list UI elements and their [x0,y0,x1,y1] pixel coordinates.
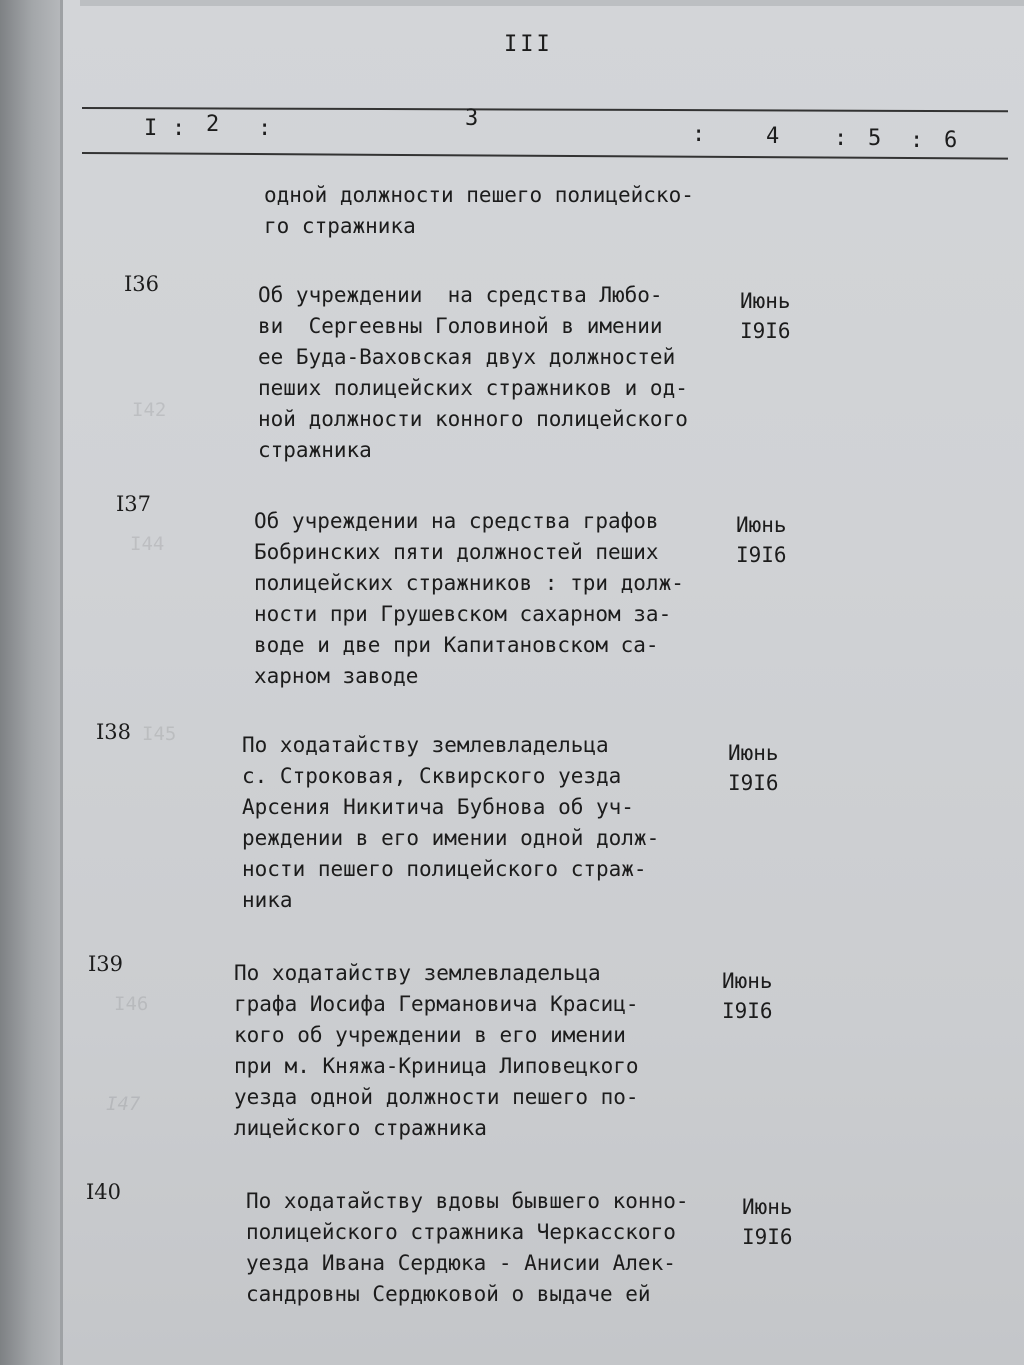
text-line: реждении в его имении одной долж- [242,826,660,850]
text-line: ности при Грушевском сахарном за- [254,602,672,626]
text-line: Об учреждении на средства графов [254,509,659,533]
text-line: ви Сергеевны Головиной в имении [258,314,663,338]
page-edge [60,0,63,1365]
date-month: Июнь [722,969,773,993]
text-line: пеших полицейских стражников и од- [258,376,688,400]
date-year: I9I6 [728,771,779,795]
entry-title [258,280,688,466]
text-line: харном заводе [254,664,419,688]
page-number: III [504,32,553,57]
bleed-through-text: I46 [114,993,149,1015]
column-header-3: 3 [465,106,479,131]
text-line: полицейского стражника Черкасского [246,1220,676,1244]
date-month: Июнь [736,513,787,537]
page-top-edge [80,0,1024,6]
text-line: ее Буда-Ваховская двух должностей [258,345,676,369]
text-line: лицейского стражника [234,1116,487,1140]
text-line: Об учреждении на средства Любо- [258,283,663,307]
text-line: ника [242,888,293,912]
text-line: воде и две при Капитановском са- [254,633,659,657]
text-line: полицейских стражников : три долж- [254,571,684,595]
column-header-2: 2 [206,112,220,137]
text-line: уезда одной должности пешего по- [234,1085,639,1109]
date-month: Июнь [740,289,791,313]
date-year: I9I6 [736,543,787,567]
bleed-through-text: I45 [142,723,177,745]
date-month: Июнь [728,741,779,765]
entry-title [242,730,659,916]
date-year: I9I6 [740,319,791,343]
text-line: По ходатайству вдовы бывшего конно- [246,1189,689,1213]
date-year: I9I6 [722,999,773,1023]
entry-date [742,1192,793,1252]
column-header-5: 5 [868,126,882,151]
column-separator: : [172,116,186,141]
text-line: ности пешего полицейского страж- [242,857,647,881]
entry-title [234,958,639,1144]
column-separator: : [910,128,924,153]
column-header-4: 4 [766,124,780,149]
date-month: Июнь [742,1195,793,1219]
text-line: одной должности пешего полицейско- [264,183,694,207]
text-line: Арсения Никитича Бубнова об уч- [242,795,634,819]
column-separator: : [258,116,272,141]
text-line: сандровны Сердюковой о выдаче ей [246,1282,651,1306]
entry-number: I36 [124,272,160,296]
entry-date [736,510,787,570]
date-year: I9I6 [742,1225,793,1249]
entry-date [740,286,791,346]
entry-number: I39 [88,952,124,976]
entry-date [722,966,773,1026]
text-line: По ходатайству землевладельца [242,733,609,757]
text-line: уезда Ивана Сердюка - Анисии Алек- [246,1251,676,1275]
bleed-through-text: I44 [130,533,165,555]
column-separator: : [692,122,706,147]
entry-title [246,1186,689,1310]
text-line: Бобринских пяти должностей пеших [254,540,659,564]
text-line: По ходатайству землевладельца [234,961,601,985]
entry-title [254,506,684,692]
entry-number: I40 [86,1180,122,1204]
text-line: кого об учреждении в его имении [234,1023,626,1047]
bleed-through-text: I42 [132,399,167,421]
column-separator: : [834,126,848,151]
text-line: графа Иосифа Германовича Красиц- [234,992,639,1016]
bleed-through-text: I47 [106,1093,141,1115]
entry-date [728,738,779,798]
column-header-6: 6 [944,128,958,153]
text-line: го стражника [264,214,416,238]
continuation-text [264,180,694,242]
text-line: с. Строковая, Сквирского уезда [242,764,622,788]
entry-number: I37 [116,492,152,516]
text-line: ной должности конного полицейского [258,407,688,431]
column-header-1: I [144,116,158,141]
text-line: стражника [258,438,372,462]
entry-number: I38 [96,720,132,744]
text-line: при м. Княжа-Криница Липовецкого [234,1054,639,1078]
